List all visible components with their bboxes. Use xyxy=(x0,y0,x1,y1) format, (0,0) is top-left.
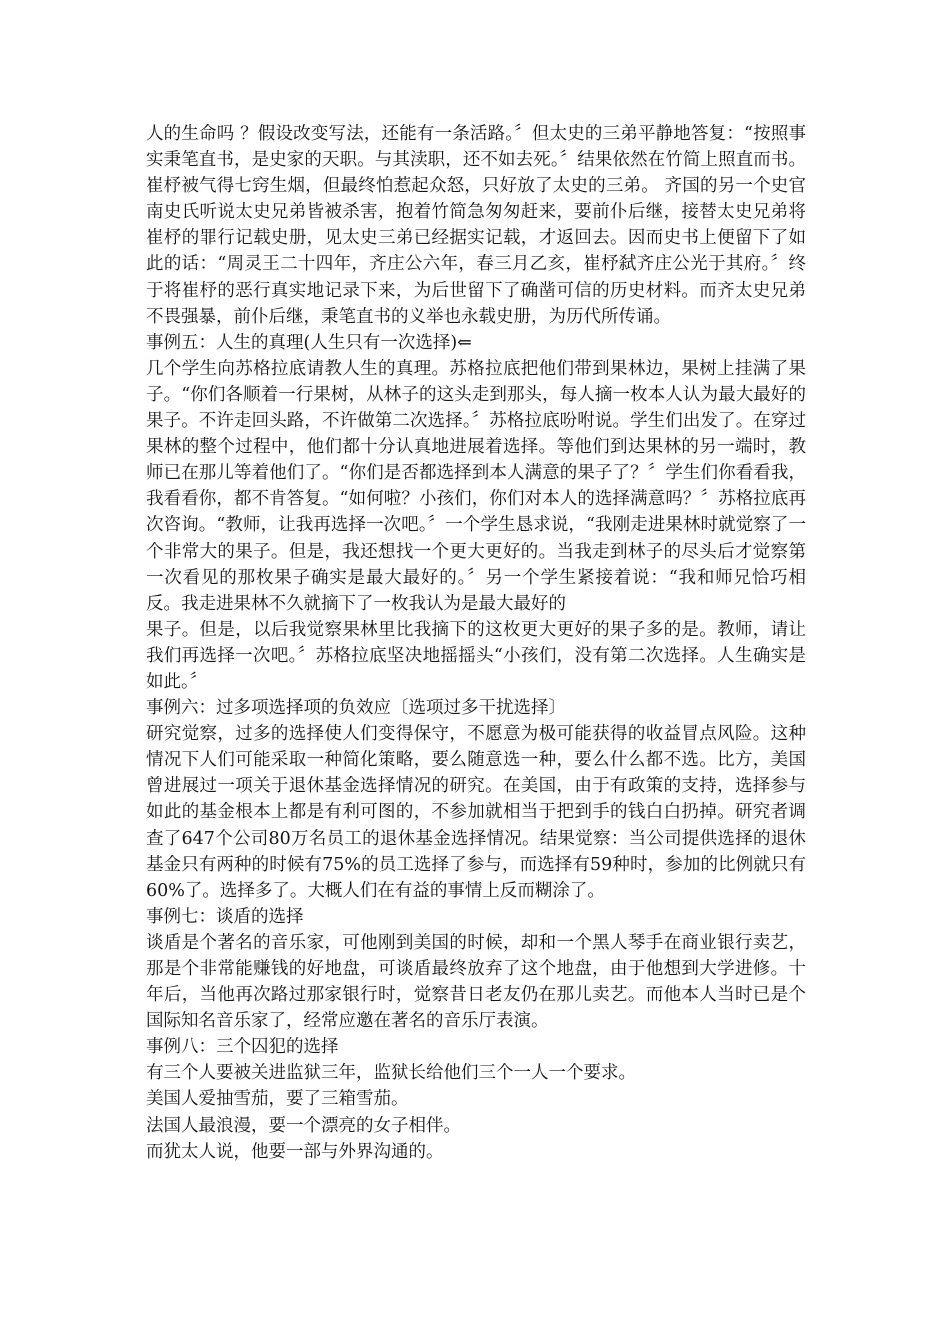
paragraph-american: 美国人爱抽雪茄，要了三箱雪茄。 xyxy=(146,1089,409,1110)
paragraph-jewish: 而犹太人说，他要一部与外界沟通的。 xyxy=(146,1141,444,1162)
heading-example-7: 事例七：谈盾的选择 xyxy=(146,906,304,927)
paragraph-tan-dun: 谈盾是个著名的音乐家，可他刚到美国的时候，却和一个黑人琴手在商业银行卖艺，那是个非常能赚钱的好地盘，可谈盾最终放弃了这个地盘，由于他想到大学进修。十年后，当他再次路过那家银行时，觉察昔日老友仍在那儿卖艺。而他本人当时已是个国际知名音乐家了，经常应邀在著名的音乐厅表演。 xyxy=(146,932,806,1032)
heading-example-8: 事例八：三个囚犯的选择 xyxy=(146,1037,339,1058)
paragraph-socrates-orchard-cont: 果子。但是，以后我觉察果林里比我摘下的这枚更大更好的果子多的是。教师，请让我们再选择一次吧。〞苏格拉底坚决地摇摇头“小孩们，没有第二次选择。人生确实是如此。〞 xyxy=(146,619,806,692)
paragraph-french: 法国人最浪漫，要一个漂亮的女子相伴。 xyxy=(146,1115,461,1136)
paragraph-prisoners-intro: 有三个人要被关进监狱三年，监狱长给他们三个一人一个要求。 xyxy=(146,1063,636,1084)
paragraph-taishi-story: 人的生命吗 ？假设改变写法，还能有一条活路。〞但太史的三弟平静地答复：“按照事实秉笔直书，是史家的天职。与其渎职，还不如去死。〞结果依然在竹简上照直而书。崔杼被气得七窍生烟，但最终怕惹起众怒，只好放了太史的三弟。 齐国的另一个史官南史氏听说太史兄弟皆被杀害，抱着竹简急匆匆赶来，要前仆后继，接替太史兄弟将崔杼的罪行记载史册，见太史三弟已经据实记载，才返回去。因而史书上便留下了如此的话：“周灵王二十四年，齐庄公六年，春三月乙亥，崔杼弑齐庄公光于其府。〞终于将崔杼的恶行真实地记录下来，为后世留下了确凿可信的历史材料。而齐太史兄弟不畏强暴，前仆后继，秉笔直书的义举也永载史册，为历代所传诵。 xyxy=(146,124,806,327)
paragraph-socrates-orchard: 几个学生向苏格拉底请教人生的真理。苏格拉底把他们带到果林边，果树上挂满了果子。“你们各顺着一行果树，从林子的这头走到那头，每人摘一枚本人认为最大最好的果子。不许走回头路，不许做第二次选择。〞苏格拉底吩咐说。学生们出发了。在穿过果林的整个过程中，他们都十分认真地进展着选择。等他们到达果林的另一端时，教师已在那儿等着他们了。“你们是否都选择到本人满意的果子了？〞学生们你看看我，我看看你，都不肯答复。“如何啦？小孩们，你们对本人的选择满意吗？〞苏格拉底再次咨询。“教师，让我再选择一次吧。〞一个学生恳求说，“我刚走进果林时就觉察了一个非常大的果子。但是，我还想找一个更大更好的。当我走到林子的尽头后才觉察第一次看见的那枚果子确实是最大最好的。〞另一个学生紧接着说：“我和师兄恰巧相反。我走进果林不久就摘下了一枚我认为是最大最好的 xyxy=(146,358,806,614)
document-page xyxy=(146,121,806,1165)
heading-example-5: 事例五：人生的真理(人生只有一次选择)⇐ xyxy=(146,332,472,353)
heading-example-6: 事例六：过多项选择项的负效应〔选项过多干扰选择〕 xyxy=(146,698,566,719)
paragraph-too-many-choices: 研究觉察，过多的选择使人们变得保守，不愿意为极可能获得的收益冒点风险。这种情况下人们可能采取一种简化策略，要么随意选一种，要么什么都不选。比方，美国曾进展过一项关于退休基金选择情况的研究。在美国，由于有政策的支持，选择参与如此的基金根本上都是有利可图的，不参加就相当于把到手的钱白白扔掉。研究者调查了647个公司80万名员工的退休基金选择情况。结果觉察：当公司提供选择的退休基金只有两种的时候有75%的员工选择了参与，而选择有59种时，参加的比例就只有60%了。选择多了。大概人们在有益的事情上反而糊涂了。 xyxy=(146,724,806,901)
